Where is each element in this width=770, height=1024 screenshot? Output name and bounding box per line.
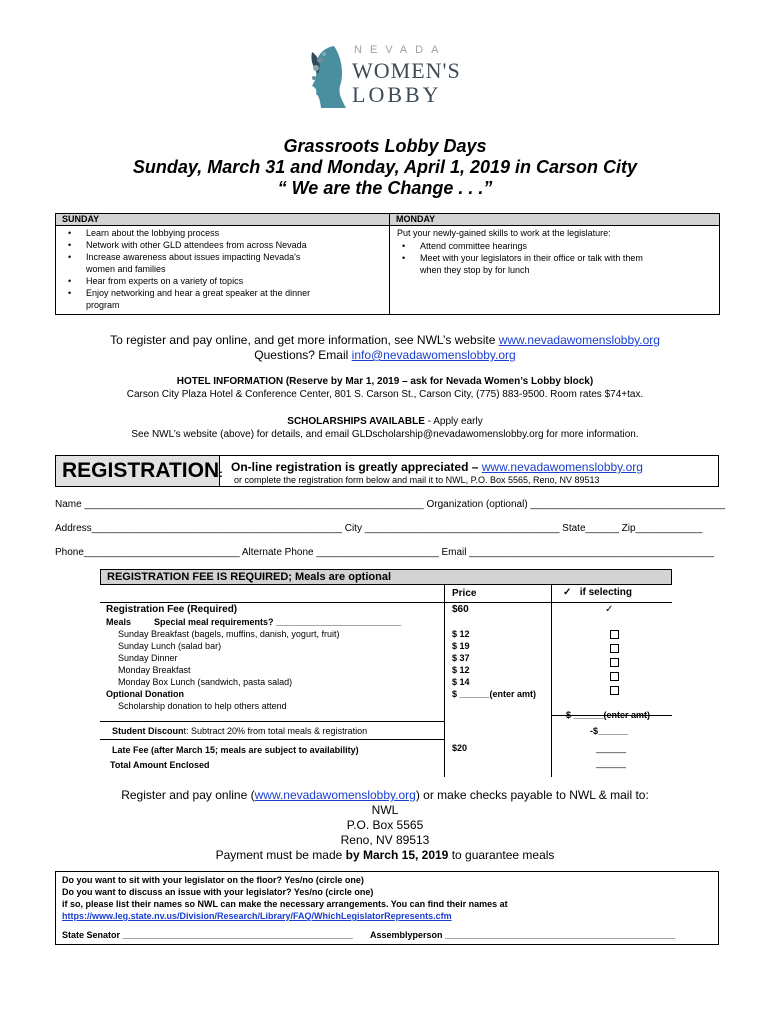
registration-fee-price: $60 [452, 604, 469, 615]
mail-address-line3: Reno, NV 89513 [340, 833, 430, 847]
late-fee-price: $20 [452, 743, 468, 753]
donation-total-field[interactable]: $ ______(enter amt) [566, 710, 651, 720]
hotel-heading: HOTEL INFORMATION (Reserve by Mar 1, 2019 – ask for Nevada Women’s Lobby block) [176, 376, 594, 387]
meal-item-label: Monday Box Lunch (sandwich, pasta salad) [118, 677, 293, 687]
student-discount-field[interactable]: -$______ [590, 726, 629, 736]
registration-fee-label: Registration Fee (Required) [106, 604, 238, 615]
address-fields[interactable]: Address_____________________________________________ City ___________________________________ State______ Zip____________ [55, 523, 703, 534]
logo-nevada-text: NEVADA [354, 44, 447, 56]
donation-amount-field[interactable]: $ ______(enter amt) [452, 689, 537, 699]
phone-email-fields[interactable]: Phone____________________________ Alternate Phone ______________________ Email ____________________________________________ [55, 547, 714, 558]
state-senator-field[interactable]: State Senator ______________________________________________ [62, 930, 353, 940]
list-item-continuation: women and families [86, 264, 166, 274]
monday-list [390, 240, 718, 276]
mail-address-line2: P.O. Box 5565 [346, 818, 424, 832]
registration-fee-check-icon: ✓ [605, 604, 614, 615]
event-slogan: “ We are the Change . . .” [277, 178, 493, 198]
register-info-line1: To register and pay online, and get more information, see NWL’s website www.nevadawomenslobby.org [110, 333, 660, 347]
payment-deadline: Payment must be made by March 15, 2019 to guarantee meals [215, 848, 555, 862]
meal-checkbox[interactable] [610, 686, 619, 695]
price-column-header: Price [452, 588, 477, 599]
student-discount-label: Student Discount: Subtract 20% from total meals & registration [112, 726, 368, 736]
discuss-question[interactable]: Do you want to discuss an issue with your legislator? Yes/no (circle one) [62, 887, 374, 897]
meal-item-price: $ 12 [452, 665, 470, 675]
list-item: • Meet with your legislators in their office or talk with them [390, 252, 718, 264]
mail-address-line1: NWL [371, 803, 399, 817]
monday-header: MONDAY [390, 214, 719, 226]
list-item: • Network with other GLD attendees from across Nevada [56, 239, 386, 251]
woman-profile-icon [308, 44, 356, 114]
registration-banner [55, 455, 719, 487]
optional-donation-label: Optional Donation [106, 689, 184, 699]
meal-item-label: Sunday Lunch (salad bar) [118, 641, 222, 651]
name-org-fields[interactable]: Name _____________________________________________________________ Organization (optional) ___________________________________ [55, 499, 726, 510]
list-item: • Attend committee hearings [390, 240, 718, 252]
list-item: • Hear from experts on a variety of topics [56, 275, 386, 287]
meal-item-label: Sunday Dinner [118, 653, 178, 663]
list-item-continuation: program [86, 300, 120, 310]
meal-item-label: Sunday Breakfast (bagels, muffins, danish, yogurt, fruit) [118, 629, 340, 639]
late-fee-label: Late Fee (after March 15; meals are subject to availability) [112, 745, 359, 755]
sunday-list [56, 227, 386, 311]
mail-registration-note: or complete the registration form below and mail it to NWL, P.O. Box 5565, Reno, NV 89513 [234, 475, 600, 485]
total-label: Total Amount Enclosed [110, 760, 210, 770]
meal-item-price: $ 19 [452, 641, 470, 651]
names-instruction: if so, please list their names so NWL can make the necessary arrangements. You can find their names at [62, 899, 508, 909]
meals-label: Meals [106, 617, 132, 627]
scholarship-donation-label: Scholarship donation to help others attend [118, 701, 287, 711]
list-item-continuation: when they stop by for lunch [420, 265, 530, 275]
monday-intro: Put your newly-gained skills to work at the legislature: [397, 228, 611, 238]
meal-checkbox[interactable] [610, 644, 619, 653]
days-table [55, 213, 720, 315]
special-meal-field[interactable]: Special meal requirements? _________________________ [154, 617, 402, 627]
meal-checkbox[interactable] [610, 630, 619, 639]
meal-item-price: $ 37 [452, 653, 470, 663]
registration-website-link[interactable]: www.nevadawomenslobby.org [481, 460, 643, 474]
scholarships-heading: SCHOLARSHIPS AVAILABLE - Apply early [287, 416, 483, 427]
meal-checkbox[interactable] [610, 658, 619, 667]
fee-table [100, 569, 672, 777]
payment-instructions: Register and pay online (www.nevadawomenslobby.org) or make checks payable to NWL & mail to: [121, 788, 649, 802]
event-dates: Sunday, March 31 and Monday, April 1, 2019 in Carson City [132, 157, 638, 177]
online-registration-note: On-line registration is greatly appreciated – www.nevadawomenslobby.org [231, 460, 643, 474]
meal-checkbox[interactable] [610, 672, 619, 681]
nwl-logo [308, 44, 461, 114]
meal-item-label: Monday Breakfast [118, 665, 191, 675]
list-item: • Learn about the lobbying process [56, 227, 386, 239]
email-link[interactable]: info@nevadawomenslobby.org [351, 348, 516, 362]
scholarships-details: See NWL’s website (above) for details, and email GLDscholarship@nevadawomenslobby.org for more information. [131, 429, 639, 440]
logo-womens-text: WOMEN'S [352, 58, 461, 83]
assemblyperson-field[interactable]: Assemblyperson ______________________________________________ [370, 930, 676, 940]
register-info-line2: Questions? Email info@nevadawomenslobby.org [254, 348, 516, 362]
hotel-details: Carson City Plaza Hotel & Conference Center, 801 S. Carson St., Carson City, (775) 883-9500. Room rates $74+tax. [126, 389, 644, 400]
total-field[interactable]: ______ [596, 758, 627, 768]
legislator-box [55, 871, 719, 945]
list-item: • Increase awareness about issues impacting Nevada's [56, 251, 386, 263]
meal-item-price: $ 14 [452, 677, 470, 687]
meal-item-price: $ 12 [452, 629, 470, 639]
legislator-lookup-link[interactable]: https://www.leg.state.nv.us/Division/Research/Library/FAQ/WhichLegislatorRepresents.cfm [62, 911, 452, 921]
sunday-header: SUNDAY [56, 214, 389, 226]
page-title: Grassroots Lobby Days [283, 136, 487, 156]
select-column-header: ✓ if selecting [563, 587, 632, 598]
logo-lobby-text: LOBBY [352, 82, 442, 107]
check-icon: ✓ [563, 587, 572, 598]
late-fee-field[interactable]: ______ [596, 743, 627, 753]
registration-title: REGISTRATION: [56, 456, 220, 486]
list-item: • Enjoy networking and hear a great speaker at the dinner [56, 287, 386, 299]
fee-table-header: REGISTRATION FEE IS REQUIRED; Meals are optional [100, 569, 672, 585]
floor-question[interactable]: Do you want to sit with your legislator on the floor? Yes/no (circle one) [62, 875, 364, 885]
website-link[interactable]: www.nevadawomenslobby.org [498, 333, 660, 347]
payment-website-link[interactable]: www.nevadawomenslobby.org [254, 788, 416, 802]
